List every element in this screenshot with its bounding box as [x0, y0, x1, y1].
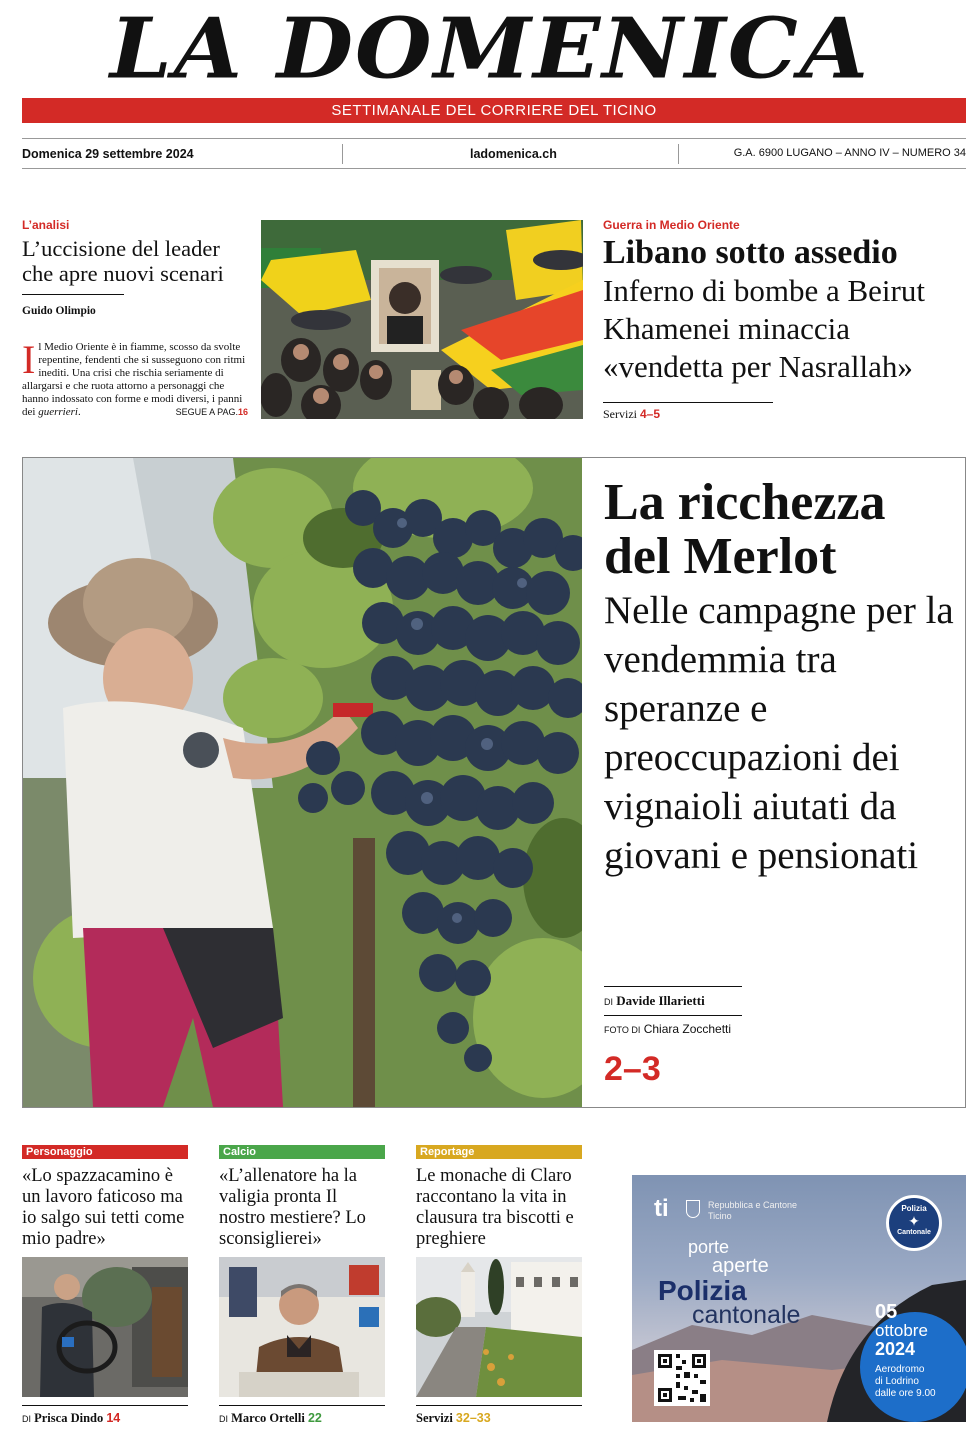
- government-label: [708, 1200, 797, 1222]
- analysis-body: [22, 337, 248, 419]
- lead-subhead: Nelle campagne per la vendemmia tra speranze e preoccupazioni dei vignaioli aiutati da giovani e pensionati: [604, 589, 954, 877]
- analysis-kicker: L’analisi: [22, 218, 70, 232]
- analysis-headline[interactable]: L’uccisione del leader che apre nuovi scenari: [22, 236, 224, 286]
- lead-photographer: Chiara Zocchetti: [643, 1022, 732, 1036]
- analysis-author: Guido Olimpio: [22, 305, 96, 317]
- issue-number: G.A. 6900 LUGANO – ANNO IV – NUMERO 34: [733, 147, 966, 159]
- lead-page-ref[interactable]: 2–3: [604, 1050, 661, 1088]
- police-open-day-ad[interactable]: [632, 1175, 966, 1422]
- feature-byline: [416, 1405, 582, 1426]
- chimney-sweep-photo[interactable]: [22, 1257, 188, 1397]
- photo-prefix: FOTO DI: [604, 1025, 641, 1035]
- divider: [22, 294, 124, 295]
- analysis-body-end: .: [77, 406, 81, 418]
- feature-reportage[interactable]: [416, 1145, 582, 1425]
- middle-east-article[interactable]: [603, 218, 973, 422]
- tagline-band: [22, 98, 966, 123]
- by-prefix: DI: [219, 1414, 228, 1424]
- feature-headline[interactable]: Le monache di Claro raccontano la vita in clausura tra biscotti e preghiere: [416, 1166, 574, 1249]
- section-tag: Calcio: [219, 1145, 385, 1159]
- ad-month: ottobre: [875, 1321, 928, 1340]
- continue-page: 16: [237, 407, 248, 417]
- badge-star-icon: ✦: [908, 1213, 920, 1229]
- merlot-harvest-illustration: [23, 458, 582, 1107]
- section-tag: Personaggio: [22, 1145, 188, 1159]
- section-tag: Reportage: [416, 1145, 582, 1159]
- by-prefix: DI: [22, 1414, 31, 1424]
- middle-east-subhead-1: Inferno di bombe a Beirut: [603, 273, 925, 308]
- merlot-harvest-photo[interactable]: [23, 458, 582, 1107]
- lead-headline[interactable]: La ricchezza del Merlot: [604, 474, 886, 585]
- services-pages: 4–5: [640, 407, 661, 421]
- ad-day: 05: [875, 1301, 898, 1323]
- divider: [604, 1015, 742, 1016]
- analysis-body-emphasis: guerrieri: [38, 406, 78, 418]
- feature-page[interactable]: 22: [307, 1411, 322, 1425]
- feature-author: Servizi: [416, 1411, 453, 1425]
- issue-date: Domenica 29 settembre 2024: [22, 147, 194, 161]
- divider: [604, 986, 742, 987]
- tagline: SETTIMANALE DEL CORRIERE DEL TICINO: [331, 102, 657, 119]
- feature-calcio[interactable]: [219, 1145, 385, 1425]
- analysis-body-text: l Medio Oriente è in fiamme, scosso da svolte repentine, fendenti che si susseguono con ritmi inediti. Una crisi che rischia seriamente di allargarsi e che ruota attorno a personaggi che hanno indossato con forme e modi diversi, i panni dei: [22, 341, 246, 418]
- ad-year: 2024: [875, 1339, 916, 1359]
- masthead: [0, 0, 980, 96]
- feature-page[interactable]: 14: [106, 1411, 121, 1425]
- ad-place-2: di Lodrino: [875, 1376, 919, 1387]
- middle-east-headline[interactable]: Libano sotto assedio: [603, 234, 898, 271]
- badge-line-1: Polizia: [901, 1204, 927, 1213]
- divider: [678, 144, 679, 164]
- continue-reference[interactable]: [176, 406, 248, 419]
- drop-cap: I: [22, 337, 36, 382]
- badge-line-2: Cantonale: [897, 1229, 931, 1236]
- qr-code-icon[interactable]: [654, 1350, 710, 1406]
- feature-author: Marco Ortelli: [231, 1411, 305, 1425]
- services-label: Servizi: [603, 407, 637, 421]
- police-badge-icon: [886, 1195, 942, 1251]
- lead-credits: [604, 986, 784, 1036]
- ad-aperte: aperte: [712, 1255, 769, 1277]
- ad-place-1: Aerodromo: [875, 1364, 925, 1375]
- by-prefix: DI: [604, 997, 613, 1007]
- ad-porte: porte: [688, 1237, 730, 1257]
- rally-photo[interactable]: [261, 220, 583, 419]
- newspaper-title: LA DOMENICA: [109, 0, 871, 98]
- photo-credit: [604, 1022, 784, 1036]
- feature-byline: [22, 1405, 188, 1426]
- monastery-photo[interactable]: [416, 1257, 582, 1397]
- lead-byline: [604, 993, 784, 1009]
- feature-page[interactable]: 32–33: [455, 1411, 491, 1425]
- website-link[interactable]: ladomenica.ch: [470, 147, 557, 161]
- middle-east-page-ref[interactable]: [603, 407, 973, 422]
- feature-personaggio[interactable]: [22, 1145, 188, 1425]
- ticino-logo: ti: [654, 1195, 669, 1222]
- lead-author: Davide Illarietti: [616, 993, 705, 1008]
- canton-shield-icon: [686, 1200, 700, 1218]
- dateline-bar: [22, 138, 966, 169]
- divider: [342, 144, 343, 164]
- ad-cantonale: cantonale: [692, 1301, 801, 1329]
- middle-east-kicker: Guerra in Medio Oriente: [603, 218, 740, 232]
- middle-east-subhead-2: Khamenei minaccia «vendetta per Nasrallah»: [603, 311, 913, 384]
- analysis-article[interactable]: [22, 218, 248, 419]
- feature-byline: [219, 1405, 385, 1426]
- feature-author: Prisca Dindo: [34, 1411, 104, 1425]
- divider: [603, 402, 773, 403]
- ad-polizia: Polizia: [658, 1275, 747, 1306]
- government-line-1: Repubblica e Cantone: [708, 1200, 798, 1210]
- rally-photo-illustration: [261, 220, 583, 419]
- lead-story-text[interactable]: [604, 476, 954, 880]
- ad-time: dalle ore 9.00: [875, 1388, 936, 1399]
- government-line-2: Ticino: [708, 1211, 732, 1221]
- coach-portrait-photo[interactable]: [219, 1257, 385, 1397]
- continue-label: SEGUE A PAG.: [175, 407, 238, 417]
- ad-event-date: [875, 1302, 936, 1400]
- feature-headline[interactable]: «L’allenatore ha la valigia pronta Il nostro mestiere? Lo sconsiglierei»: [219, 1166, 366, 1249]
- feature-headline[interactable]: «Lo spazzacamino è un lavoro faticoso ma io salgo sui tetti come mio padre»: [22, 1166, 185, 1249]
